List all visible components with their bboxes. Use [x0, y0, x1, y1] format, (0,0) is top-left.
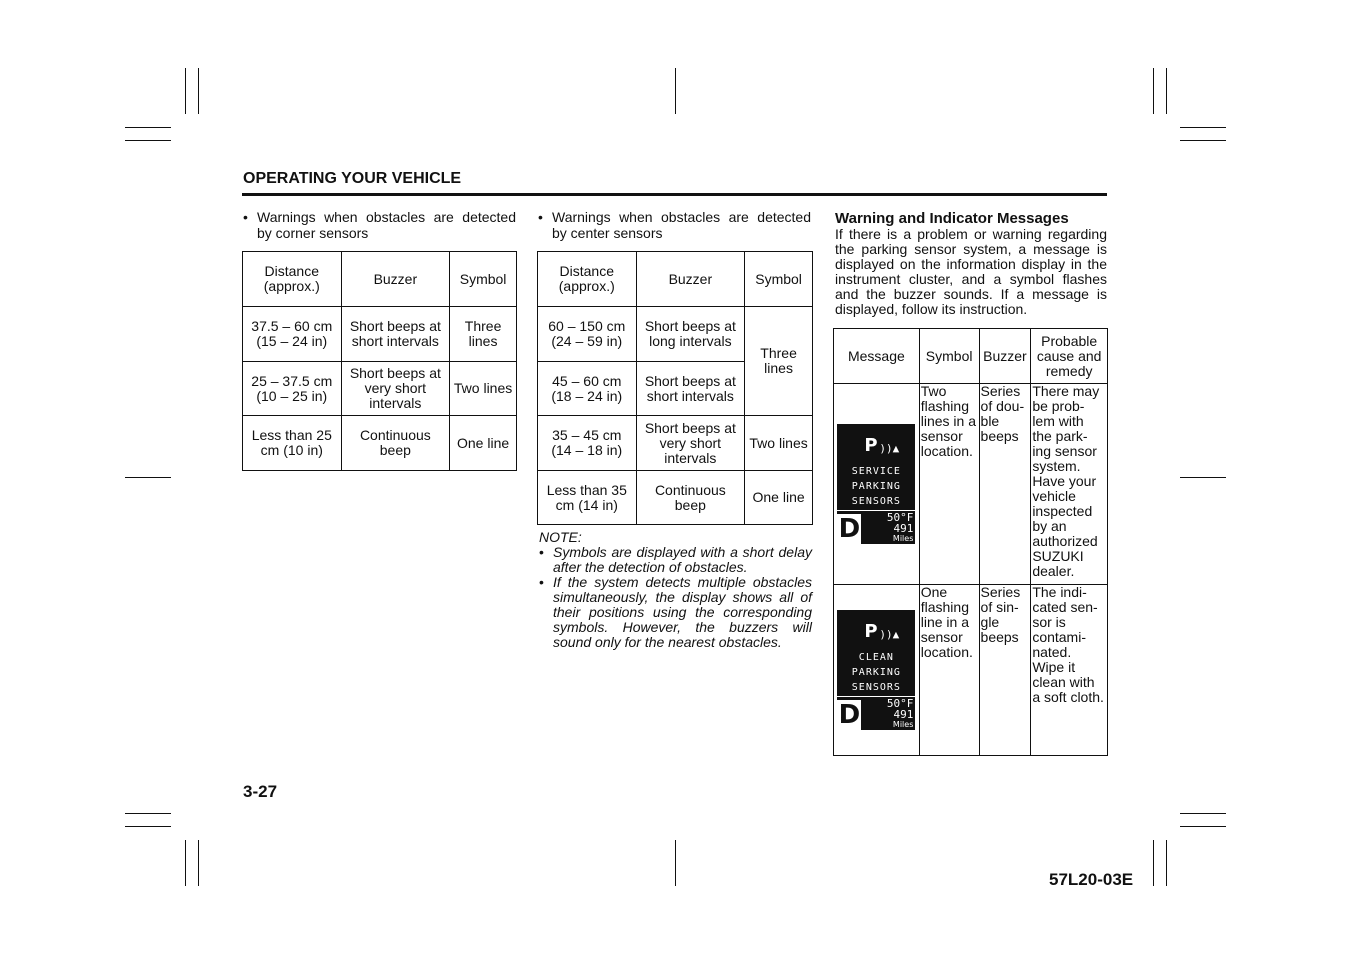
display-line: SENSORS [851, 682, 901, 693]
temperature-readout: 50°F [886, 697, 914, 710]
info-display [837, 424, 915, 544]
note-item: Symbols are displayed with a short delay after the detection of obstacles. [553, 544, 812, 575]
table-header-row [834, 329, 1108, 384]
crop-mark [1180, 813, 1226, 814]
symbol-cell: Two flashing lines in a sensor location. [919, 384, 979, 585]
header-cell: Buzzer [636, 252, 745, 307]
crop-mark [125, 140, 171, 141]
buzzer-cell: Series of dou-ble beeps [979, 384, 1031, 585]
note-block: NOTE: • Symbols are displayed with a short delay after the detection of obstacles. • If the system detects multiple obstacles simultaneously, the display shows all of their positions using the corresponding symbols. However, the buzzers will sound only for the nearest obstacles. [539, 529, 812, 650]
message-cell [834, 585, 920, 756]
distance-cell: Less than 35 cm (14 in) [538, 471, 637, 525]
distance-cell: 35 – 45 cm (14 – 18 in) [538, 416, 637, 471]
distance-cell: 37.5 – 60 cm (15 – 24 in) [243, 307, 342, 362]
table-row [538, 471, 813, 525]
parking-sensor-icon: P [864, 621, 878, 642]
distance-cell: 25 – 37.5 cm (10 – 25 in) [243, 362, 342, 416]
gear-indicator: D [838, 514, 861, 544]
message-cell [834, 384, 920, 585]
crop-mark [1180, 140, 1226, 141]
buzzer-cell: Short beeps at very short intervals [341, 362, 450, 416]
center-sensor-table [537, 251, 813, 525]
crop-mark [185, 840, 186, 886]
header-cell: Symbol [919, 329, 979, 384]
crop-mark [198, 68, 199, 114]
table-row [243, 307, 517, 362]
table-row [834, 585, 1108, 756]
display-line: CLEAN [858, 652, 894, 663]
document-code: 57L20-03E [1049, 870, 1134, 889]
header-cell: Symbol [745, 252, 813, 307]
distance-unit: Miles [892, 720, 914, 729]
buzzer-cell: Continuous beep [341, 416, 450, 471]
header-cell: Probable cause and remedy [1031, 329, 1108, 384]
sensor-wave-icon: ))▲ [879, 628, 900, 641]
remedy-cell: The indi-cated sen-sor is contami-nated. Wipe it clean with a soft cloth. [1031, 585, 1108, 756]
table-header-row [243, 252, 517, 307]
crop-mark [1180, 826, 1226, 827]
distance-cell: Less than 25 cm (10 in) [243, 416, 342, 471]
crop-mark [198, 840, 199, 886]
corner-intro-text: Warnings when obstacles are detected by corner sensors [257, 209, 516, 241]
corner-sensor-table [242, 251, 517, 471]
temperature-readout: 50°F [886, 511, 914, 524]
header-cell: Distance (approx.) [243, 252, 342, 307]
crop-mark [125, 826, 171, 827]
crop-mark [1153, 840, 1154, 886]
warning-title: Warning and Indicator Messages [835, 210, 1069, 227]
crop-mark [1166, 840, 1167, 886]
distance-unit: Miles [892, 534, 914, 543]
table-row [243, 416, 517, 471]
symbol-cell: Two lines [745, 416, 813, 471]
gear-indicator: D [838, 700, 861, 730]
display-line: SENSORS [851, 496, 901, 507]
note-item: If the system detects multiple obstacles simultaneously, the display shows all of their positions using the corresponding symbols. However, the buzzers will sound only for the nearest obstacles. [553, 574, 812, 650]
note-label: NOTE: [539, 529, 582, 545]
crop-mark [1180, 127, 1226, 128]
corner-intro: • Warnings when obstacles are detected by corner sensors [243, 209, 516, 241]
symbol-cell: One flashing line in a sensor location. [919, 585, 979, 756]
remedy-cell: There may be prob-lem with the park-ing sensor system. Have your vehicle inspected by an authorized SUZUKI dealer. [1031, 384, 1108, 585]
crop-mark [125, 127, 171, 128]
symbol-cell: Three lines [450, 307, 517, 362]
buzzer-cell: Series of sin-gle beeps [979, 585, 1031, 756]
display-line: SERVICE [851, 466, 901, 477]
header-cell: Symbol [450, 252, 517, 307]
header-rule [242, 193, 1107, 196]
header-cell: Message [834, 329, 920, 384]
table-row [538, 416, 813, 471]
table-header-row [538, 252, 813, 307]
display-message [837, 650, 915, 695]
header-cell: Distance (approx.) [538, 252, 637, 307]
symbol-cell: Three lines [745, 307, 813, 416]
center-intro: • Warnings when obstacles are detected by center sensors [538, 209, 811, 241]
display-line: PARKING [851, 667, 901, 678]
buzzer-cell: Short beeps at very short intervals [636, 416, 745, 471]
warning-body: If there is a problem or warning regarding the parking sensor system, a message is displayed on the information display in the instrument cluster, and a symbol flashes and the buzzer sounds. If a message is displayed, follow its instruction. [835, 226, 1107, 317]
table-row [243, 362, 517, 416]
header-cell: Buzzer [979, 329, 1031, 384]
crop-mark [675, 840, 676, 886]
crop-mark [675, 68, 676, 114]
info-display [837, 610, 915, 730]
buzzer-cell: Continuous beep [636, 471, 745, 525]
table-row [538, 307, 813, 362]
sensor-wave-icon: ))▲ [879, 442, 900, 455]
buzzer-cell: Short beeps at short intervals [636, 362, 745, 416]
symbol-cell: One line [450, 416, 517, 471]
buzzer-cell: Short beeps at short intervals [341, 307, 450, 362]
page-number: 3-27 [243, 782, 278, 801]
symbol-cell: Two lines [450, 362, 517, 416]
odometer-readout: 491 [893, 708, 914, 721]
display-line: PARKING [851, 481, 901, 492]
parking-sensor-icon: P [864, 435, 878, 456]
symbol-cell: One line [745, 471, 813, 525]
warning-message-table [833, 328, 1108, 756]
crop-mark [125, 813, 171, 814]
header-cell: Buzzer [341, 252, 450, 307]
warning-section [835, 211, 1107, 317]
crop-mark [185, 68, 186, 114]
buzzer-cell: Short beeps at long intervals [636, 307, 745, 362]
display-message [837, 464, 915, 509]
section-header: OPERATING YOUR VEHICLE [243, 170, 462, 187]
distance-cell: 60 – 150 cm (24 – 59 in) [538, 307, 637, 362]
crop-mark [1153, 68, 1154, 114]
distance-cell: 45 – 60 cm (18 – 24 in) [538, 362, 637, 416]
crop-mark [1180, 477, 1226, 478]
crop-mark [125, 477, 171, 478]
center-intro-text: Warnings when obstacles are detected by center sensors [552, 209, 811, 241]
table-row [834, 384, 1108, 585]
odometer-readout: 491 [893, 522, 914, 535]
crop-mark [1166, 68, 1167, 114]
